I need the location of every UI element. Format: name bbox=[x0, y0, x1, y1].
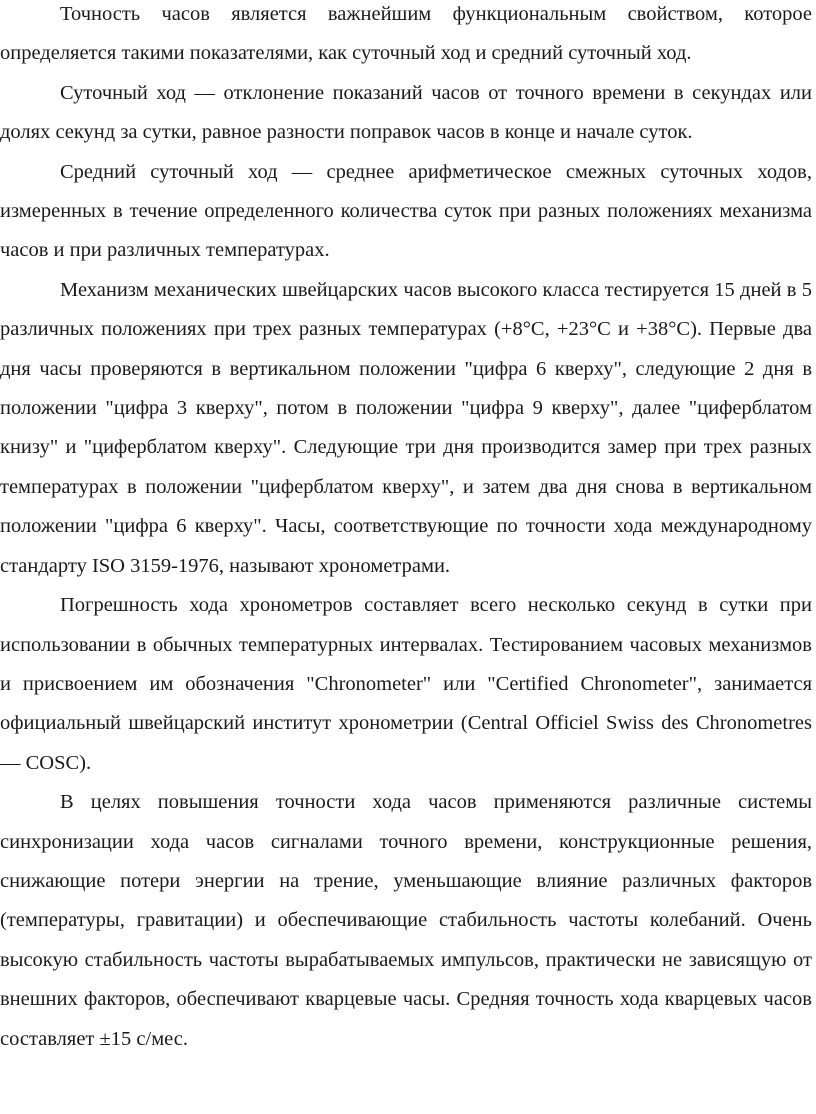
paragraph-watch-accuracy: Точность часов является важнейшим функциональным свойством, которое определяется такими показателями, как суточный ход и средний суточный ход. bbox=[0, 3, 812, 65]
paragraph-accuracy-improvement: В целях повышения точности хода часов применяются различные системы синхронизации хода часов сигналами точного времени, конструкционные решения, снижающие потери энергии на трение, уменьшающие влияние различных факторов (температуры, гравитации) и обеспечивающие стабильность частоты колебаний. Очень высокую стабильность частоты вырабатываемых импульсов, практически не зависящую от внешних факторов, обеспечивают кварцевые часы. Средняя точность хода кварцевых часов составляет ±15 с/мес. bbox=[0, 791, 812, 1050]
paragraph-swiss-testing: Механизм механических швейцарских часов высокого класса тестируется 15 дней в 5 различных положениях при трех разных температурах (+8°С, +23°С и +38°С). Первые два дня часы проверяются в вертикальном положении "цифра 6 кверху", следующие 2 дня в положении "цифра 3 кверху", потом в положении "цифра 9 кверху", далее "циферблатом книзу" и "циферблатом кверху". Следующие три дня производится замер при трех разных температурах в положении "циферблатом кверху", и затем два дня снова в вертикальном положении "цифра 6 кверху". Часы, соответствующие по точности хода международному стандарту ISO 3159-1976, называют хронометрами. bbox=[0, 278, 812, 577]
paragraph-daily-rate: Суточный ход — отклонение показаний часов от точного времени в секундах или долях секунд за сутки, равное разности поправок часов в конце и начале суток. bbox=[0, 81, 812, 144]
paragraph-chronometer-error: Погрешность хода хронометров составляет всего несколько секунд в сутки при использовании в обычных температурных интервалах. Тестированием часовых механизмов и присвоением им обозначения "Chronometer" или "Certified Chronometer", занимается официальный швейцарский институт хронометрии (Central Officiel Swiss des Chronometres — COSC). bbox=[0, 594, 812, 774]
paragraph-average-daily-rate: Средний суточный ход — среднее арифметическое смежных суточных ходов, измеренных в течение определенного количества суток при разных положениях механизма часов и при различных температурах. bbox=[0, 160, 812, 262]
